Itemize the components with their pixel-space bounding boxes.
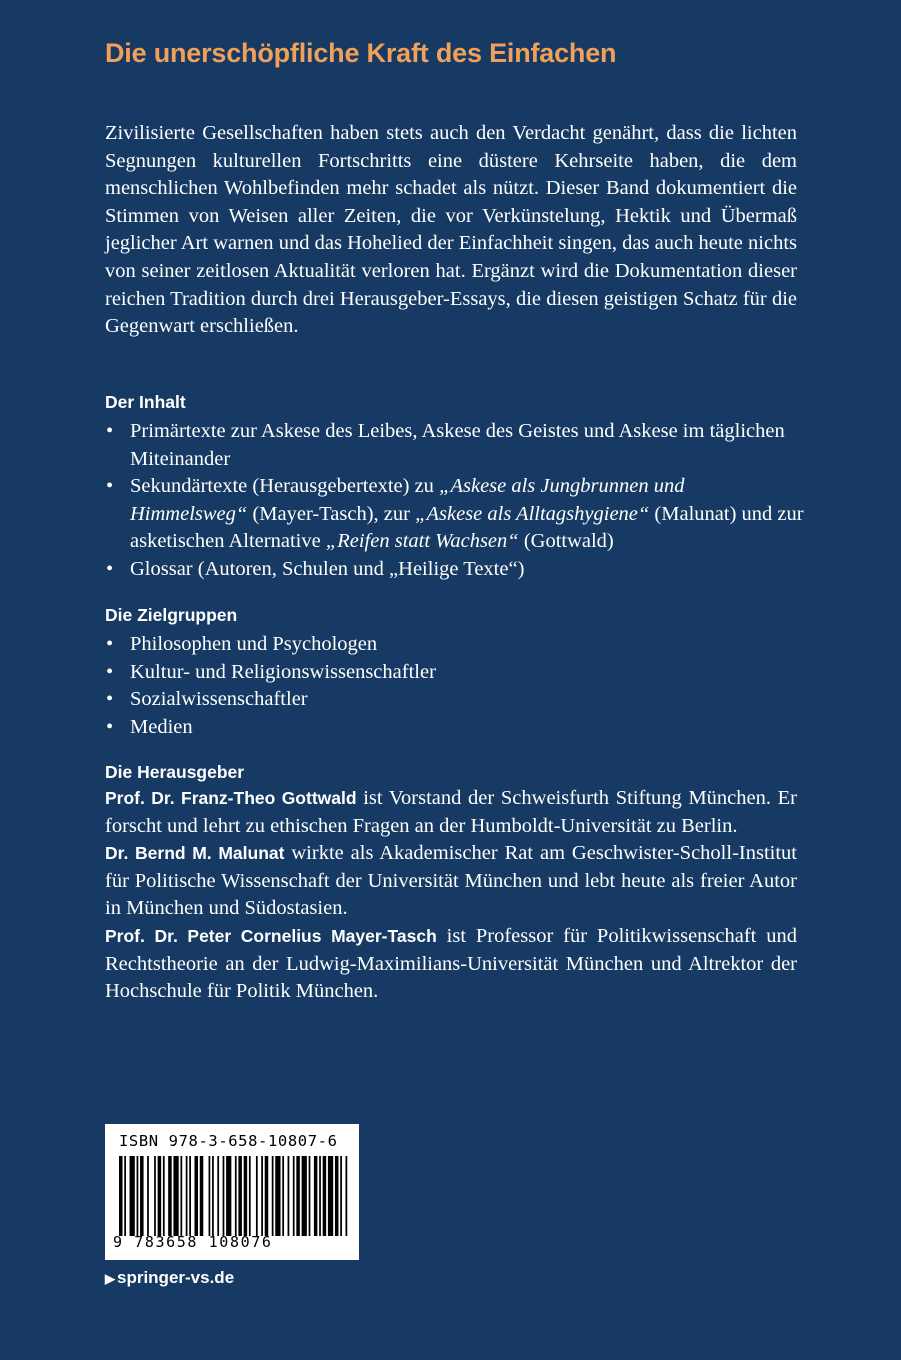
italic-title: „Askese als Jungbrunnen und Himmelsweg“ [130, 475, 685, 525]
editor-bio [105, 923, 797, 1006]
editor-text: ist Professor für Politikwissenschaft und Rechtstheorie an der Ludwig-Maximilians-Universität München und Altrektor der Hochschule für Politik München. [105, 924, 797, 1003]
list-item: • Sozialwissenschaftler [105, 686, 805, 714]
isbn-barcode [105, 1124, 359, 1260]
list-item: • Philosophen und Psychologen [105, 631, 805, 659]
zielgruppen-list [105, 631, 805, 741]
heading-zielgruppen: Die Zielgruppen [105, 605, 238, 625]
list-item [105, 473, 805, 556]
section-inhalt [105, 392, 805, 584]
editor-bio [105, 840, 797, 923]
list-text: (Malunat) und zur asketischen Alternative [130, 502, 804, 553]
editor-text: ist Vorstand der Schweisfurth Stiftung München. Er forscht und lehrt zu ethischen Fragen an der Humboldt-Universität zu Berlin. [105, 787, 798, 837]
arrow-right-icon: ▶ [105, 1271, 115, 1286]
inhalt-list [105, 418, 805, 584]
editor-bio [105, 785, 797, 840]
cover-title: Die unerschöpfliche Kraft des Einfachen [105, 38, 617, 68]
heading-inhalt: Der Inhalt [105, 392, 186, 412]
editor-name: Prof. Dr. Peter Cornelius Mayer-Tasch [105, 925, 437, 946]
editor-text: wirkte als Akademischer Rat am Geschwister-Scholl-Institut für Politische Wissenschaft der Universität München und lebt heute als freier Autor in München und Südostasien. [105, 842, 797, 920]
list-item: • Glossar (Autoren, Schulen und „Heilige Texte“) [105, 556, 805, 584]
intro-paragraph: Zivilisierte Gesellschaften haben stets auch den Verdacht genährt, dass die lichten Segnungen kulturellen Fortschritts eine düstere Kehrseite haben, die dem menschlichen Wohlbefinden mehr schadet als nützt. Dieser Band dokumentiert die Stimmen von Weisen aller Zeiten, die vor Verkünstelung, Hektik und Übermaß jeglicher Art warnen und das Hohelied der Einfachheit singen, das auch heute nichts von seiner zeitlosen Aktualität verloren hat. Ergänzt wird die Dokumentation dieser reichen Tradition durch drei Herausgeber-Essays, die diesen geistigen Schatz für die Gegenwart erschließen. [105, 122, 797, 338]
editor-name: Dr. Bernd M. Malunat [105, 843, 285, 864]
publisher-url: springer-vs.de [117, 1268, 235, 1287]
barcode-digits: 9 783658 108076 [113, 1233, 273, 1251]
italic-title: „Askese als Alltagshygiene“ [415, 502, 650, 525]
list-text: (Mayer-Tasch), zur [247, 502, 416, 525]
list-text: (Gottwald) [518, 530, 614, 553]
editor-name: Prof. Dr. Franz-Theo Gottwald [105, 788, 357, 808]
isbn-label: ISBN 978-3-658-10807-6 [119, 1132, 338, 1150]
list-text: Sekundärtexte (Herausgebertexte) zu [130, 475, 440, 498]
list-item: • Kultur- und Religionswissenschaftler [105, 659, 805, 687]
list-item: • Medien [105, 714, 805, 742]
section-herausgeber [105, 762, 805, 1006]
publisher-link[interactable] [105, 1268, 234, 1288]
list-item: • Primärtexte zur Askese des Leibes, Askese des Geistes und Askese im täglichen Miteinander [105, 418, 805, 473]
italic-title: „Reifen statt Wachsen“ [325, 530, 519, 553]
section-zielgruppen [105, 605, 805, 741]
barcode-bars [119, 1156, 349, 1236]
heading-herausgeber: Die Herausgeber [105, 762, 245, 782]
